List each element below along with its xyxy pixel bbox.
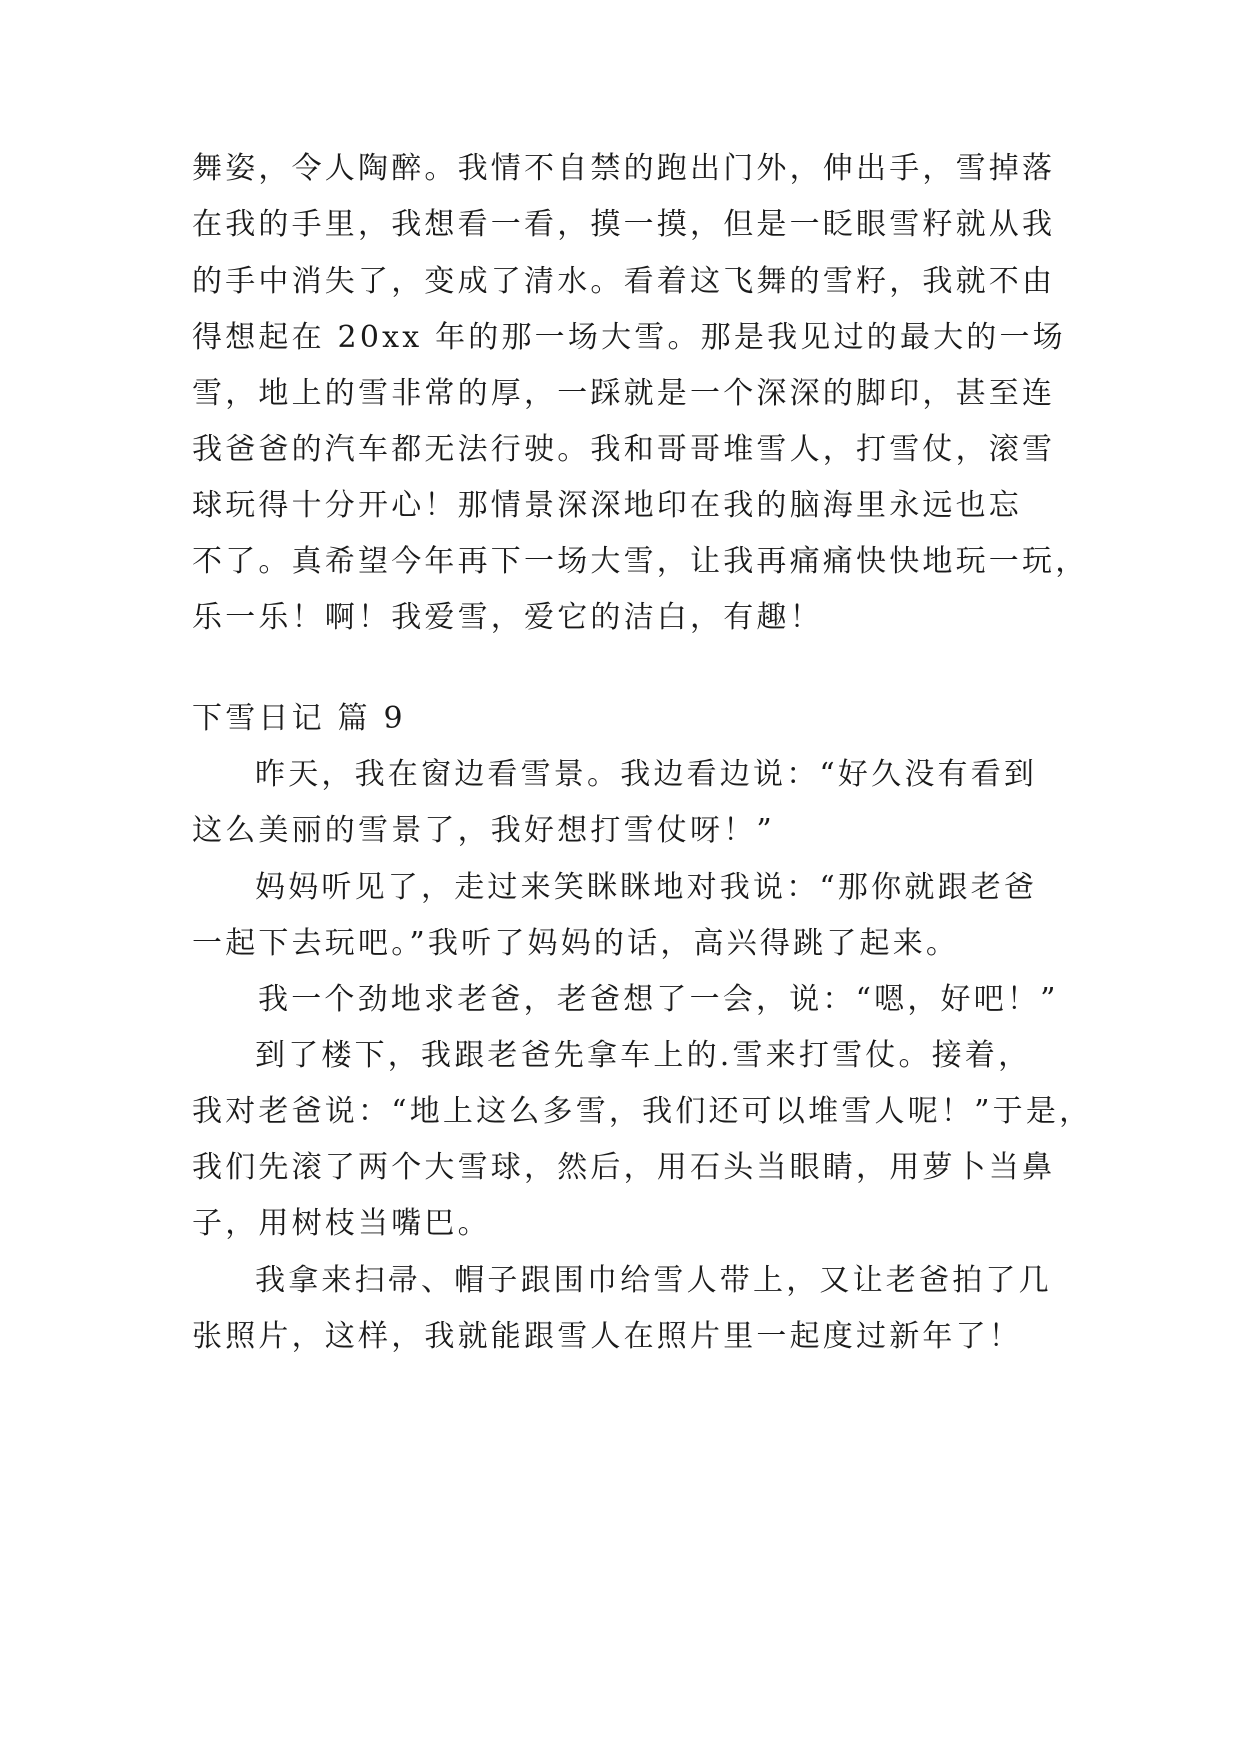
paragraph-line: 我对老爸说：“地上这么多雪，我们还可以堆雪人呢！”于是， [192, 1094, 1093, 1129]
paragraph-line: 乐一乐！啊！我爱雪，爱它的洁白，有趣！ [192, 600, 823, 635]
paragraph-line: 一起下去玩吧。”我听了妈妈的话，高兴得跳了起来。 [192, 926, 960, 961]
paragraph-line: 到了楼下，我跟老爸先拿车上的.雪来打雪仗。接着， [255, 1038, 1032, 1073]
paragraph-line: 的手中消失了，变成了清水。看着这飞舞的雪籽，我就不由 [192, 264, 1056, 299]
paragraph-line: 在我的手里，我想看一看，摸一摸，但是一眨眼雪籽就从我 [192, 207, 1056, 242]
paragraph-line: 子，用树枝当嘴巴。 [192, 1206, 491, 1241]
paragraph-line: 这么美丽的雪景了，我好想打雪仗呀！” [192, 813, 775, 848]
paragraph-line: 昨天，我在窗边看雪景。我边看边说：“好久没有看到 [255, 757, 1038, 792]
paragraph-line: 我一个劲地求老爸，老爸想了一会，说：“嗯，好吧！” [258, 982, 1059, 1017]
paragraph-line: 妈妈听见了，走过来笑眯眯地对我说：“那你就跟老爸 [255, 870, 1038, 905]
paragraph-line: 舞姿，令人陶醉。我情不自禁的跑出门外，伸出手，雪掉落 [192, 151, 1056, 186]
paragraph-line: 不了。真希望今年再下一场大雪，让我再痛痛快快地玩一玩， [192, 544, 1089, 579]
paragraph-line: 球玩得十分开心！那情景深深地印在我的脑海里永远也忘 [192, 488, 1022, 523]
paragraph-line: 得想起在 20xx 年的那一场大雪。那是我见过的最大的一场 [192, 320, 1066, 355]
paragraph-line: 张照片，这样，我就能跟雪人在照片里一起度过新年了！ [192, 1319, 1022, 1354]
paragraph-line: 我拿来扫帚、帽子跟围巾给雪人带上，又让老爸拍了几 [255, 1263, 1052, 1298]
paragraph-line: 我们先滚了两个大雪球，然后，用石头当眼睛，用萝卜当鼻 [192, 1150, 1056, 1185]
section-title: 下雪日记 篇 9 [192, 701, 406, 736]
paragraph-line: 雪，地上的雪非常的厚，一踩就是一个深深的脚印，甚至连 [192, 376, 1056, 411]
paragraph-line: 我爸爸的汽车都无法行驶。我和哥哥堆雪人，打雪仗，滚雪 [192, 432, 1056, 467]
